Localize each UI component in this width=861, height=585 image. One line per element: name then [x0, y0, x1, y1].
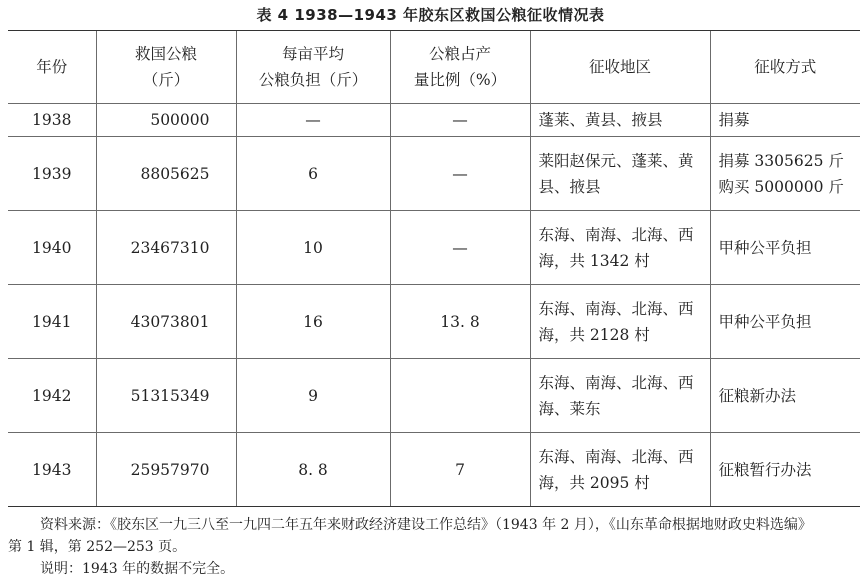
cell-method: 甲种公平负担 [710, 285, 860, 359]
table-row [8, 359, 860, 433]
cell-average: 9 [236, 359, 390, 433]
header-region: 征收地区 [530, 31, 710, 104]
cell-grain: 43073801 [96, 285, 236, 359]
table-row [8, 211, 860, 285]
table-row [8, 137, 860, 211]
cell-region: 莱阳赵保元、蓬莱、黄 县、掖县 [530, 137, 710, 211]
cell-grain: 23467310 [96, 211, 236, 285]
table-notes [8, 514, 860, 580]
cell-grain: 25957970 [96, 433, 236, 507]
cell-ratio: 13. 8 [390, 285, 530, 359]
cell-grain: 500000 [96, 104, 236, 137]
source-note-continued: 第 1 辑，第 252—253 页。 [8, 539, 187, 555]
source-note: 资料来源：《胶东区一九三八至一九四二年五年来财政经济建设工作总结》（1943 年 2 月），《山东革命根据地财政史料选编》 [40, 517, 812, 533]
header-year: 年份 [8, 31, 96, 104]
cell-year: 1943 [8, 433, 96, 507]
cell-ratio: — [390, 211, 530, 285]
table-row [8, 433, 860, 507]
header-grain: 救国公粮 （斤） [96, 31, 236, 104]
cell-ratio: — [390, 137, 530, 211]
table-row [8, 285, 860, 359]
cell-average: 10 [236, 211, 390, 285]
cell-region: 东海、南海、北海、西 海，共 2095 村 [530, 433, 710, 507]
explanation-note: 说明：1943 年的数据不完全。 [40, 561, 235, 577]
cell-year: 1939 [8, 137, 96, 211]
grain-collection-table [8, 30, 860, 507]
header-method: 征收方式 [710, 31, 860, 104]
cell-method: 捐募 [710, 104, 860, 137]
cell-method: 征粮暂行办法 [710, 433, 860, 507]
table-title: 表 4 1938—1943 年胶东区救国公粮征收情况表 [256, 6, 605, 24]
cell-year: 1942 [8, 359, 96, 433]
cell-method: 甲种公平负担 [710, 211, 860, 285]
cell-grain: 51315349 [96, 359, 236, 433]
cell-average: 8. 8 [236, 433, 390, 507]
cell-year: 1940 [8, 211, 96, 285]
header-ratio: 公粮占产 量比例（%） [390, 31, 530, 104]
cell-grain: 8805625 [96, 137, 236, 211]
cell-year: 1938 [8, 104, 96, 137]
cell-region: 东海、南海、北海、西 海、莱东 [530, 359, 710, 433]
cell-ratio: — [390, 104, 530, 137]
cell-average: — [236, 104, 390, 137]
cell-ratio: 7 [390, 433, 530, 507]
table-row [8, 104, 860, 137]
cell-region: 蓬莱、黄县、掖县 [530, 104, 710, 137]
header-average-burden: 每亩平均 公粮负担（斤） [236, 31, 390, 104]
cell-year: 1941 [8, 285, 96, 359]
cell-average: 16 [236, 285, 390, 359]
table-header-row [8, 31, 860, 104]
cell-ratio [390, 359, 530, 433]
cell-average: 6 [236, 137, 390, 211]
cell-method: 征粮新办法 [710, 359, 860, 433]
cell-region: 东海、南海、北海、西 海，共 2128 村 [530, 285, 710, 359]
cell-method: 捐募 3305625 斤 购买 5000000 斤 [710, 137, 860, 211]
cell-region: 东海、南海、北海、西 海，共 1342 村 [530, 211, 710, 285]
